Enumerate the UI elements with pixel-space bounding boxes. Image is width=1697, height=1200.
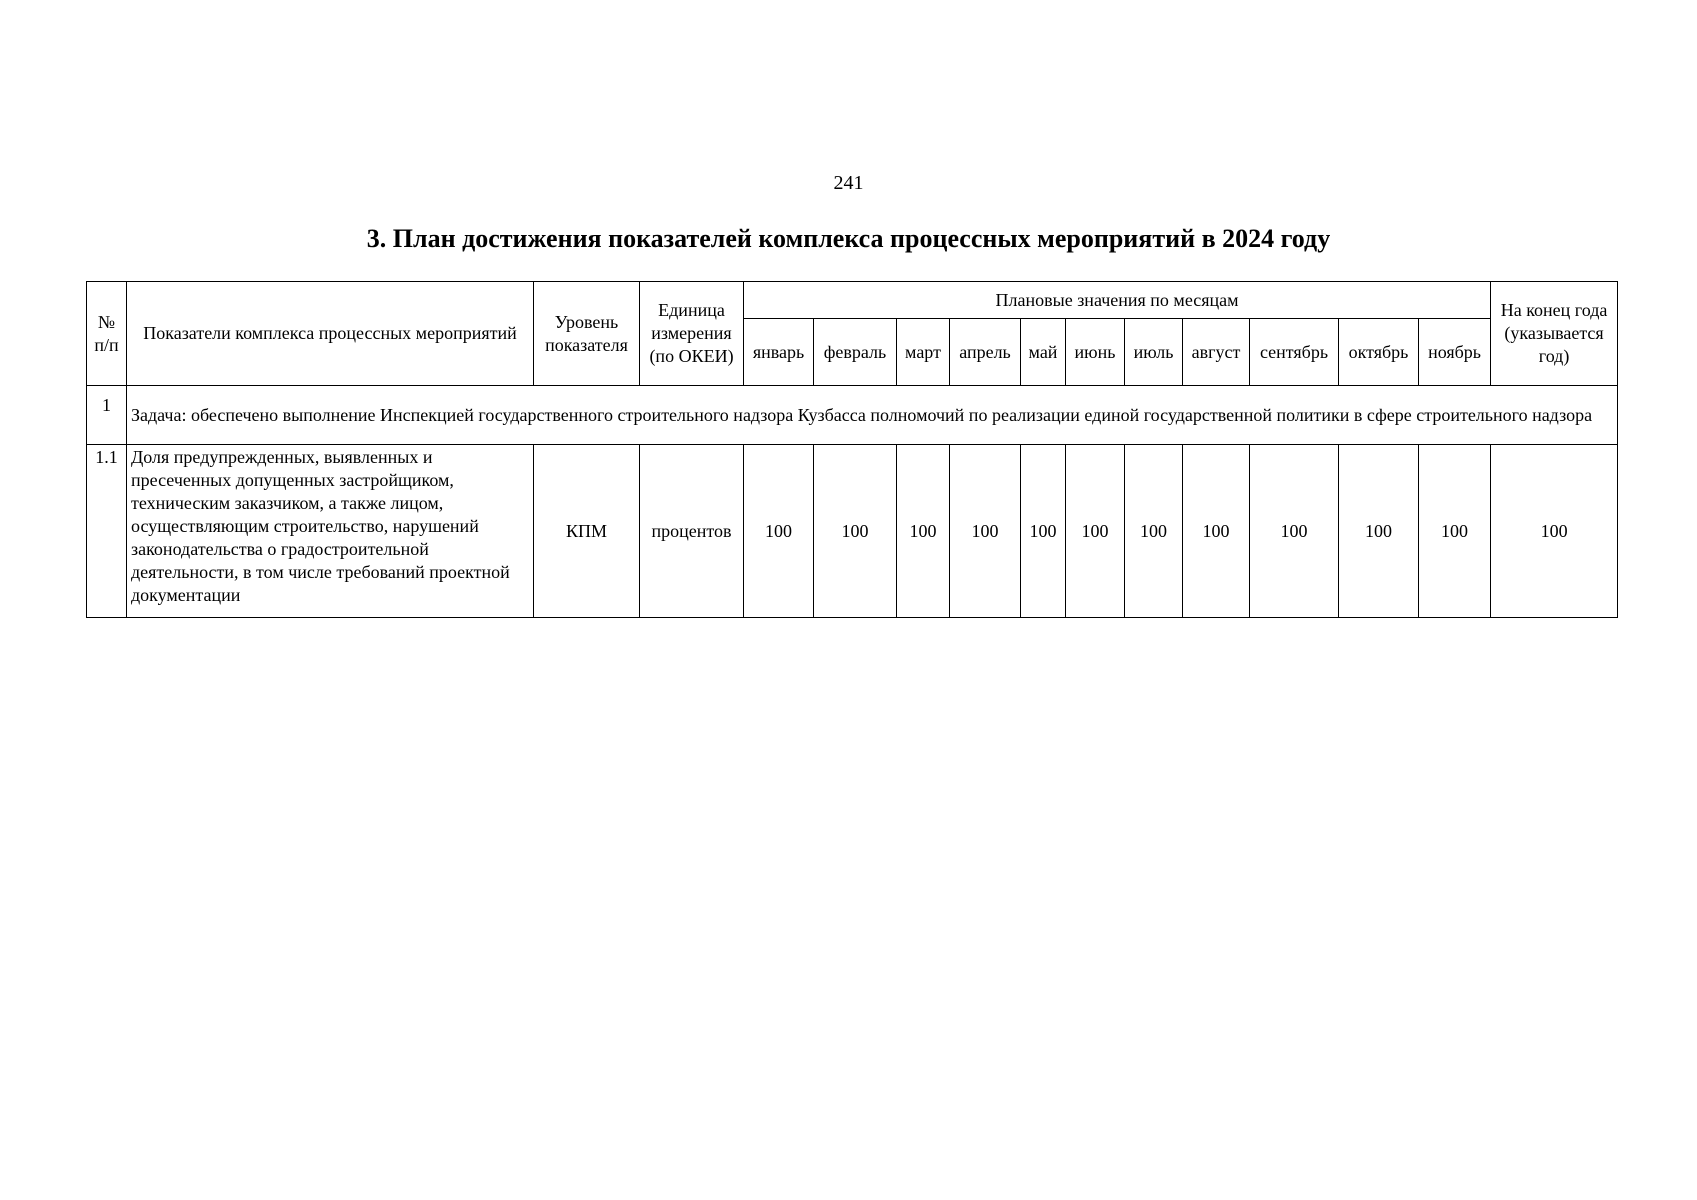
header-indicators: Показатели комплекса процессных мероприятий bbox=[127, 282, 534, 386]
month-value: 100 bbox=[1183, 445, 1250, 618]
plan-table bbox=[86, 281, 1618, 618]
page-number: 241 bbox=[833, 172, 864, 194]
month-header: октябрь bbox=[1339, 319, 1419, 386]
month-value: 100 bbox=[1066, 445, 1125, 618]
month-value: 100 bbox=[1125, 445, 1183, 618]
header-level: Уровень показателя bbox=[534, 282, 640, 386]
indicator-num: 1.1 bbox=[87, 445, 127, 618]
year-end-value: 100 bbox=[1491, 445, 1618, 618]
month-value: 100 bbox=[1419, 445, 1491, 618]
header-planned-values: Плановые значения по месяцам bbox=[744, 282, 1491, 319]
header-num: № п/п bbox=[87, 282, 127, 386]
month-header: ноябрь bbox=[1419, 319, 1491, 386]
indicator-name: Доля предупрежденных, выявленных и пресеченных допущенных застройщиком, техническим заказчиком, а также лицом, осуществляющим строительство, нарушений законодательства о градостроительной деятельности, в том числе требований проектной документации bbox=[127, 445, 534, 618]
indicator-level: КПМ bbox=[534, 445, 640, 618]
month-value: 100 bbox=[744, 445, 814, 618]
month-header: август bbox=[1183, 319, 1250, 386]
month-header: январь bbox=[744, 319, 814, 386]
month-header: июнь bbox=[1066, 319, 1125, 386]
month-value: 100 bbox=[950, 445, 1021, 618]
header-unit: Единица измерения (по ОКЕИ) bbox=[640, 282, 744, 386]
header-row bbox=[87, 282, 1618, 319]
header-year-end: На конец года (указывается год) bbox=[1491, 282, 1618, 386]
month-value: 100 bbox=[1339, 445, 1419, 618]
month-value: 100 bbox=[1250, 445, 1339, 618]
month-value: 100 bbox=[897, 445, 950, 618]
month-header: июль bbox=[1125, 319, 1183, 386]
page-title: 3. План достижения показателей комплекса процессных мероприятий в 2024 году bbox=[366, 224, 1331, 253]
task-text: Задача: обеспечено выполнение Инспекцией государственного строительного надзора Кузбасса полномочий по реализации единой государственной политики в сфере строительного надзора bbox=[127, 386, 1618, 445]
month-header: март bbox=[897, 319, 950, 386]
month-value: 100 bbox=[1021, 445, 1066, 618]
month-header: февраль bbox=[814, 319, 897, 386]
indicator-unit: процентов bbox=[640, 445, 744, 618]
month-header: май bbox=[1021, 319, 1066, 386]
task-num: 1 bbox=[87, 386, 127, 445]
month-value: 100 bbox=[814, 445, 897, 618]
task-row bbox=[87, 386, 1618, 445]
table-row bbox=[87, 445, 1618, 618]
month-header: апрель bbox=[950, 319, 1021, 386]
month-header: сентябрь bbox=[1250, 319, 1339, 386]
